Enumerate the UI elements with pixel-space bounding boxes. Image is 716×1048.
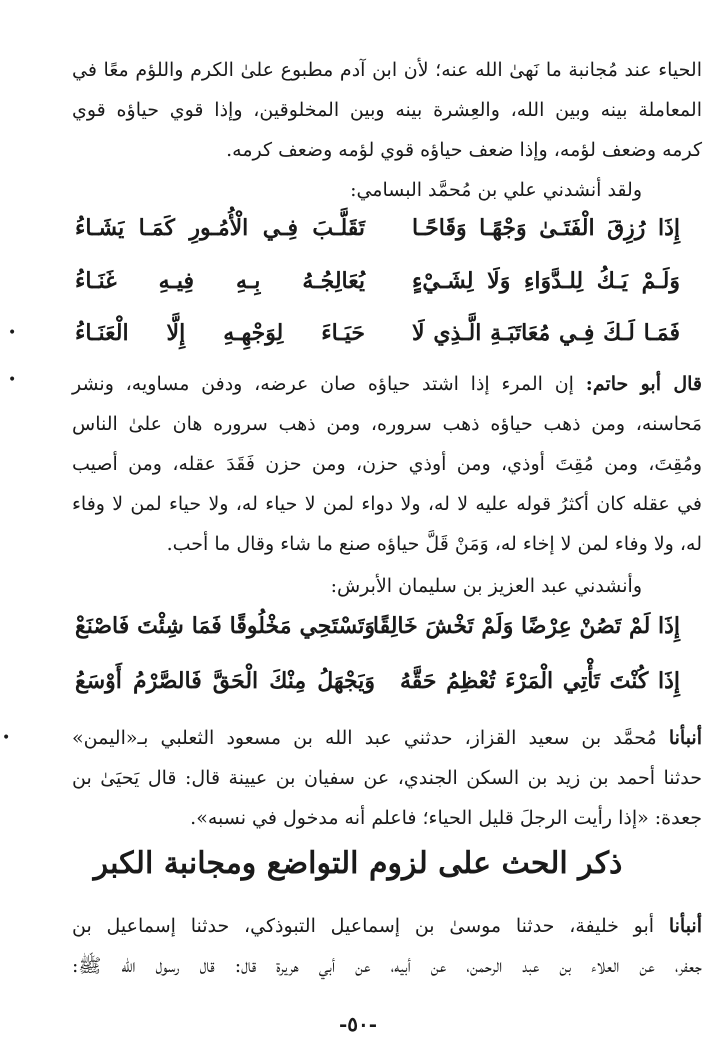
paragraph-line: وأنشدني عبد العزيز بن سليمان الأبرش: — [330, 575, 642, 597]
paragraph-line: ومُقِتَ، ومن مُقِتَ أوذي، ومن أوذي حزن، ومن حزن فَقَدَ عقله، ومن أصيب — [72, 453, 702, 475]
verse-right: وَلَـمْ يَـكُ لِلـدَّوَاءِ وَلَا لِشَـيْءٍ — [412, 268, 680, 294]
paragraph-line: له، ولا وفاء لمن لا إخاء له، وَمَنْ قَلَّ حياؤه صنع ما شاء وقال ما أحب. — [166, 533, 702, 555]
paragraph-line: مَحاسنه، ومن ذهب حياؤه ذهب سروره، ومن ذهب سروره هان علىٰ الناس — [72, 413, 702, 435]
verse-left: يُعَالِجُـهُ بِـهِ فِيـهِ غَنَـاءُ — [75, 268, 365, 294]
paragraph-line: الحياء عند مُجانبة ما نَهىٰ الله عنه؛ لأن ابن آدم مطبوع علىٰ الكرم واللؤم معًا في — [72, 59, 702, 81]
paragraph-line: قال أبو حاتم: إن المرء إذا اشتد حياؤه صان عرضه، ودفن مساويه، ونشر — [72, 373, 702, 395]
verse-left: وَيَجْهَلُ مِنْكَ الْحَقَّ فَالصَّرْمُ أَوْسَعُ — [75, 668, 375, 694]
margin-dot: • — [8, 325, 17, 341]
page-number: -٥٠- — [338, 1012, 378, 1036]
paragraph-line: أنبأنا أبو خليفة، حدثنا موسىٰ بن إسماعيل التبوذكي، حدثنا إسماعيل بن — [72, 915, 702, 937]
paragraph-line: حدثنا أحمد بن زيد بن السكن الجندي، عن سفيان بن عيينة قال: قال يَحيَىٰ بن — [72, 767, 702, 789]
verse-right: فَمَـا لَـكَ فِـي مُعَاتَبَـةِ الَّـذِي لَا — [412, 320, 680, 346]
paragraph-line: جعدة: «إذا رأيت الرجلَ قليل الحياء؛ فاعلم أنه مدخول في نسبه». — [190, 807, 702, 829]
paragraph-line: كرمه وضعف لؤمه، وإذا ضعف حياؤه قوي لؤمه وضعف كرمه. — [226, 139, 702, 161]
verse-left: وَتَسْتَحِي مَخْلُوقًا فَمَا شِئْتَ فَاصْنَعْ — [75, 613, 375, 639]
paragraph-line: المعاملة بينه وبين الله، والعِشرة بينه وبين المخلوقين، وإذا قوي حياؤه قوي — [72, 99, 702, 121]
verse-right: إِذَا كُنْتَ تَأْتِي الْمَرْءَ تُعْظِمُ حَقَّهُ — [400, 668, 680, 694]
verse-right: إِذَا لَمْ تَصُنْ عِرْضًا وَلَمْ تَخْشَ خَالِقًا — [372, 613, 680, 639]
margin-dot: • — [8, 372, 17, 388]
margin-dot: • — [2, 730, 11, 746]
verse-left: حَيَـاءَ لِوَجْهِـهِ إِلَّا الْعَنَـاءُ — [75, 320, 365, 346]
paragraph-line: جعفر، عن العلاء بن عبد الرحمن، عن أبيه، عن أبي هريرة قال: قال رسول الله ﷺ: — [72, 955, 702, 977]
verse-left: تَقَلَّـبَ فِـي الْأُمُـورِ كَمَـا يَشَـاءُ — [75, 215, 365, 241]
paragraph-line: في عقله كان أكثرُ قوله عليه لا له، ولا دواء لمن لا حياء له، ولا حياء لمن لا وفاء — [72, 493, 702, 515]
section-heading: ذكر الحث على لزوم التواضع ومجانبة الكبر — [93, 846, 623, 881]
paragraph-line: أنبأنا مُحمَّد بن سعيد القزاز، حدثني عبد الله بن مسعود الثعلبي بـ«اليمن» — [72, 727, 702, 749]
paragraph-line: ولقد أنشدني علي بن مُحمَّد البسامي: — [350, 179, 642, 201]
verse-right: إِذَا رُزِقَ الْفَتَـىٰ وَجْهًـا وَقَاحًـا — [412, 215, 680, 241]
